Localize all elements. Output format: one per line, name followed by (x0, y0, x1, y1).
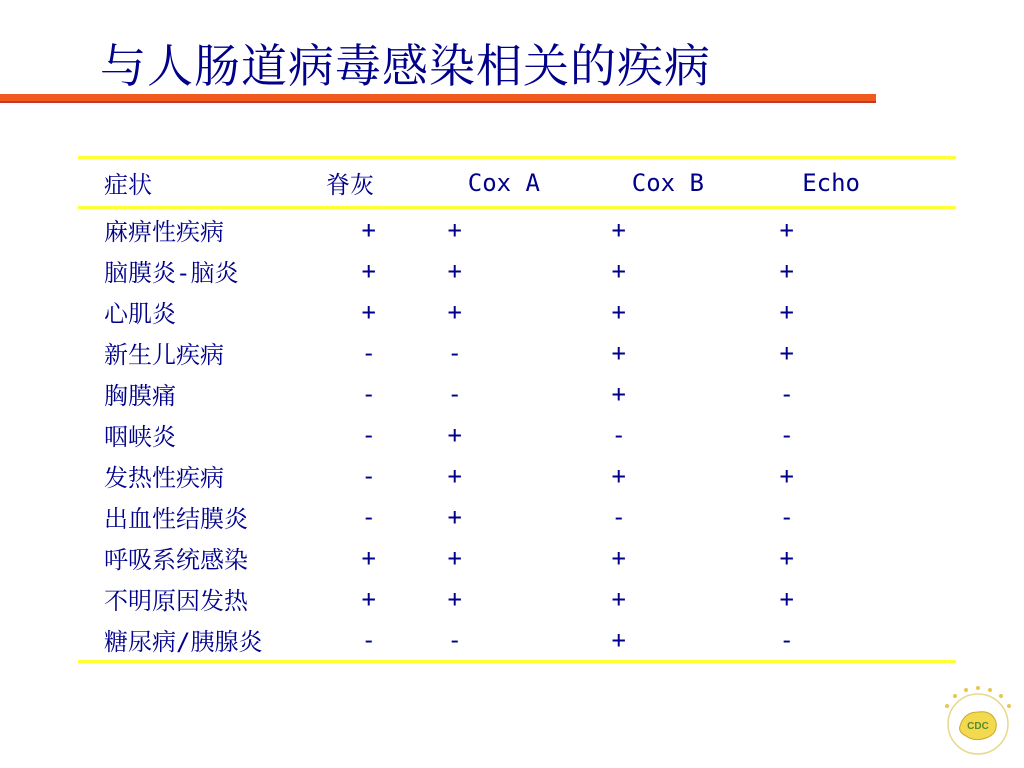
cell-polio: + (361, 215, 376, 244)
cell-polio: - (361, 625, 376, 654)
cell-polio: + (361, 543, 376, 572)
table-row (78, 619, 956, 660)
table-row (78, 414, 956, 455)
cell-symptom: 新生儿疾病 (104, 341, 224, 369)
cell-echo: + (779, 256, 794, 285)
cell-cox-b: - (611, 420, 626, 449)
cell-cox-a: - (447, 338, 462, 367)
cell-symptom: 心肌炎 (104, 300, 176, 328)
cell-cox-b: + (611, 461, 626, 490)
cell-cox-a: + (447, 420, 462, 449)
cell-cox-a: + (447, 502, 462, 531)
table-row (78, 250, 956, 291)
cell-symptom: 脑膜炎-脑炎 (104, 259, 239, 287)
header-echo: Echo (802, 168, 860, 197)
cell-symptom: 糖尿病/胰腺炎 (104, 628, 263, 656)
header-polio: 脊灰 (326, 171, 374, 199)
cell-echo: + (779, 461, 794, 490)
cell-cox-a: + (447, 584, 462, 613)
table-row (78, 578, 956, 619)
cell-cox-b: + (611, 338, 626, 367)
header-symptom: 症状 (104, 171, 152, 199)
cell-echo: - (779, 625, 794, 654)
table-row (78, 291, 956, 332)
cell-echo: + (779, 215, 794, 244)
cell-cox-b: - (611, 502, 626, 531)
cell-echo: - (779, 502, 794, 531)
cell-cox-a: + (447, 297, 462, 326)
table-row (78, 373, 956, 414)
cdc-logo-text: CDC (967, 721, 989, 732)
cell-cox-b: + (611, 215, 626, 244)
cell-cox-a: + (447, 215, 462, 244)
cell-cox-b: + (611, 297, 626, 326)
cell-polio: + (361, 584, 376, 613)
cell-polio: + (361, 256, 376, 285)
table-row (78, 496, 956, 537)
header-cox-b: Cox B (631, 168, 704, 197)
cell-symptom: 胸膜痛 (104, 382, 176, 410)
cell-polio: - (361, 502, 376, 531)
cell-echo: + (779, 584, 794, 613)
header-cox-a: Cox A (467, 168, 540, 197)
cell-echo: + (779, 297, 794, 326)
title-underline (0, 94, 876, 103)
cell-cox-b: + (611, 379, 626, 408)
cell-cox-b: + (611, 584, 626, 613)
cell-polio: - (361, 338, 376, 367)
cell-cox-b: + (611, 256, 626, 285)
cell-cox-a: - (447, 379, 462, 408)
cell-polio: - (361, 420, 376, 449)
cell-echo: - (779, 420, 794, 449)
disease-table (78, 156, 956, 663)
cell-symptom: 麻痹性疾病 (104, 218, 224, 246)
table-row (78, 332, 956, 373)
table-body (78, 209, 956, 660)
table-header-row (78, 159, 956, 206)
table-bottom-rule (78, 660, 956, 663)
cell-cox-a: + (447, 543, 462, 572)
cell-echo: + (779, 338, 794, 367)
cell-polio: - (361, 461, 376, 490)
cell-symptom: 出血性结膜炎 (104, 505, 248, 533)
cell-echo: + (779, 543, 794, 572)
page-title: 与人肠道病毒感染相关的疾病 (100, 39, 711, 93)
cell-polio: - (361, 379, 376, 408)
cell-symptom: 呼吸系统感染 (104, 546, 248, 574)
cell-cox-a: + (447, 256, 462, 285)
cell-cox-b: + (611, 543, 626, 572)
cell-cox-b: + (611, 625, 626, 654)
cell-cox-a: - (447, 625, 462, 654)
cell-polio: + (361, 297, 376, 326)
cell-echo: - (779, 379, 794, 408)
table-row (78, 455, 956, 496)
cell-symptom: 咽峡炎 (104, 423, 176, 451)
cell-symptom: 不明原因发热 (104, 587, 248, 615)
table-row (78, 537, 956, 578)
cdc-logo-icon (938, 682, 1018, 762)
cell-symptom: 发热性疾病 (104, 464, 224, 492)
cell-cox-a: + (447, 461, 462, 490)
table-row (78, 209, 956, 250)
